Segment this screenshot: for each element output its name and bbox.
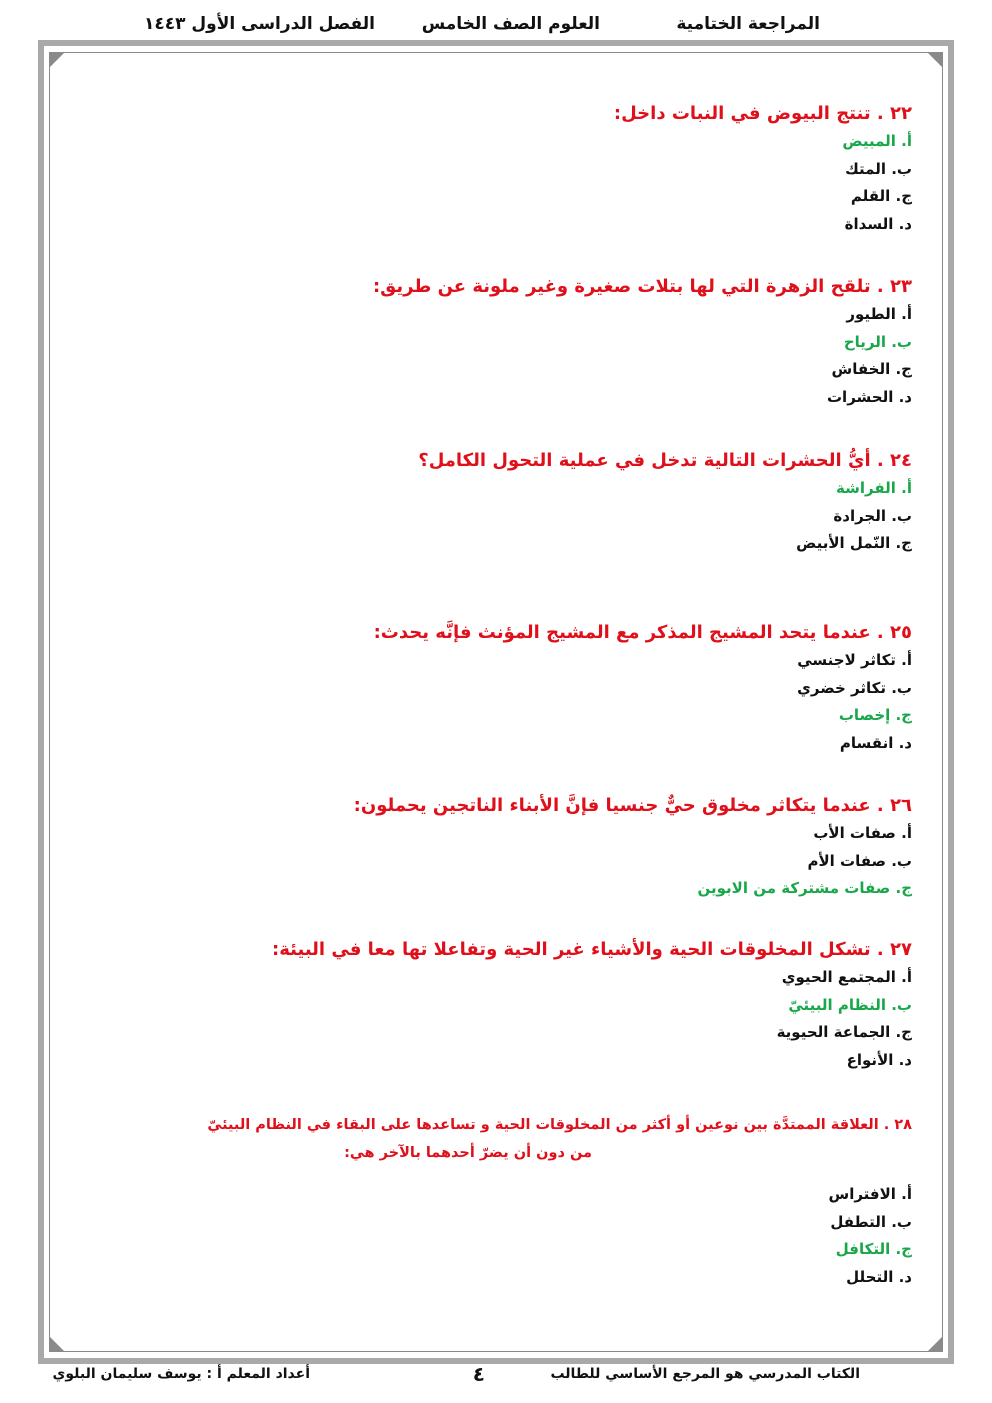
question-title: ٢٧ . تشكل المخلوقات الحية والأشياء غير الحية وتفاعلا تها معا في البيئة: bbox=[272, 939, 912, 960]
header-subject: العلوم الصف الخامس bbox=[421, 14, 600, 34]
question-23 bbox=[212, 273, 912, 411]
page-footer bbox=[52, 1362, 860, 1394]
footer-book-note: الكتاب المدرسي هو المرجع الأساسي للطالب bbox=[550, 1366, 860, 1382]
question-title: ٢٦ . عندما يتكاثر مخلوق حيٌّ جنسيا فإنَّ الأبناء الناتجين يحملون: bbox=[353, 795, 912, 816]
footer-author: أعداد المعلم أ : يوسف سليمان البلوي bbox=[52, 1366, 310, 1382]
option-c: ج. النّمل الأبيض bbox=[796, 534, 912, 552]
option-b: ب. النظام البيئيّ bbox=[788, 995, 912, 1014]
header-review-title: المراجعة الختامية bbox=[676, 14, 820, 34]
option-d: د. التحلل bbox=[846, 1267, 912, 1286]
corner-triangle-icon bbox=[928, 1337, 942, 1351]
option-b: ب. المتك bbox=[845, 159, 912, 178]
question-title: ٢٢ . تنتج البيوض في النبات داخل: bbox=[613, 103, 912, 124]
option-c: ج. الخفاش bbox=[831, 360, 912, 378]
question-title: ٢٤ . أيُّ الحشرات التالية تدخل في عملية التحول الكامل؟ bbox=[418, 450, 912, 471]
option-c: ج. صفات مشتركة من الابوين bbox=[697, 879, 912, 897]
option-a: أ. صفات الأب bbox=[813, 824, 912, 842]
corner-triangle-icon bbox=[928, 53, 942, 67]
question-title: ٢٥ . عندما يتحد المشيج المذكر مع المشيج المؤنث فإنَّه يحدث: bbox=[373, 622, 912, 643]
option-d: د. السداة bbox=[844, 214, 912, 233]
option-b: ب. التطفل bbox=[830, 1212, 912, 1231]
question-title-continued: من دون أن يضرّ أحدهما بالآخر هي: bbox=[344, 1145, 592, 1161]
option-a: أ. الفراشة bbox=[836, 479, 912, 497]
question-24 bbox=[212, 447, 912, 558]
page-number: ٤ bbox=[472, 1362, 485, 1386]
corner-triangle-icon bbox=[50, 1337, 64, 1351]
question-26 bbox=[212, 792, 912, 903]
option-b: ب. الرياح bbox=[843, 332, 912, 351]
option-b: ب. صفات الأم bbox=[807, 851, 912, 870]
option-c: ج. الجماعة الحيوية bbox=[776, 1023, 912, 1041]
option-a: أ. المبيض bbox=[842, 132, 912, 150]
option-d: د. انقسام bbox=[839, 733, 912, 752]
page-header bbox=[100, 10, 820, 40]
question-title: ٢٨ . العلاقة الممتدَّة بين نوعين أو أكثر من المخلوقات الحية و تساعدها على البقاء في النظام البيئيّ bbox=[207, 1117, 912, 1133]
option-a: أ. الافتراس bbox=[828, 1185, 912, 1203]
option-d: د. الأنواع bbox=[846, 1050, 912, 1069]
option-a: أ. المجتمع الحيوي bbox=[781, 968, 912, 986]
corner-triangle-icon bbox=[50, 53, 64, 67]
option-b: ب. الجرادة bbox=[833, 506, 912, 525]
question-22 bbox=[212, 100, 912, 238]
question-28 bbox=[207, 1111, 912, 1291]
option-a: أ. الطيور bbox=[846, 305, 912, 323]
question-25 bbox=[212, 619, 912, 757]
question-title: ٢٣ . تلقح الزهرة التي لها بتلات صغيرة وغير ملونة عن طريق: bbox=[372, 276, 912, 297]
option-c: ج. القلم bbox=[850, 187, 912, 205]
option-c: ج. التكافل bbox=[835, 1240, 912, 1258]
option-d: د. الحشرات bbox=[826, 387, 912, 406]
option-c: ج. إخصاب bbox=[838, 706, 912, 724]
question-27 bbox=[212, 936, 912, 1074]
header-term: الفصل الدراسى الأول ١٤٤٣ bbox=[143, 14, 375, 34]
option-b: ب. تكاثر خضري bbox=[797, 678, 912, 697]
option-a: أ. تكاثر لاجنسي bbox=[797, 651, 912, 669]
